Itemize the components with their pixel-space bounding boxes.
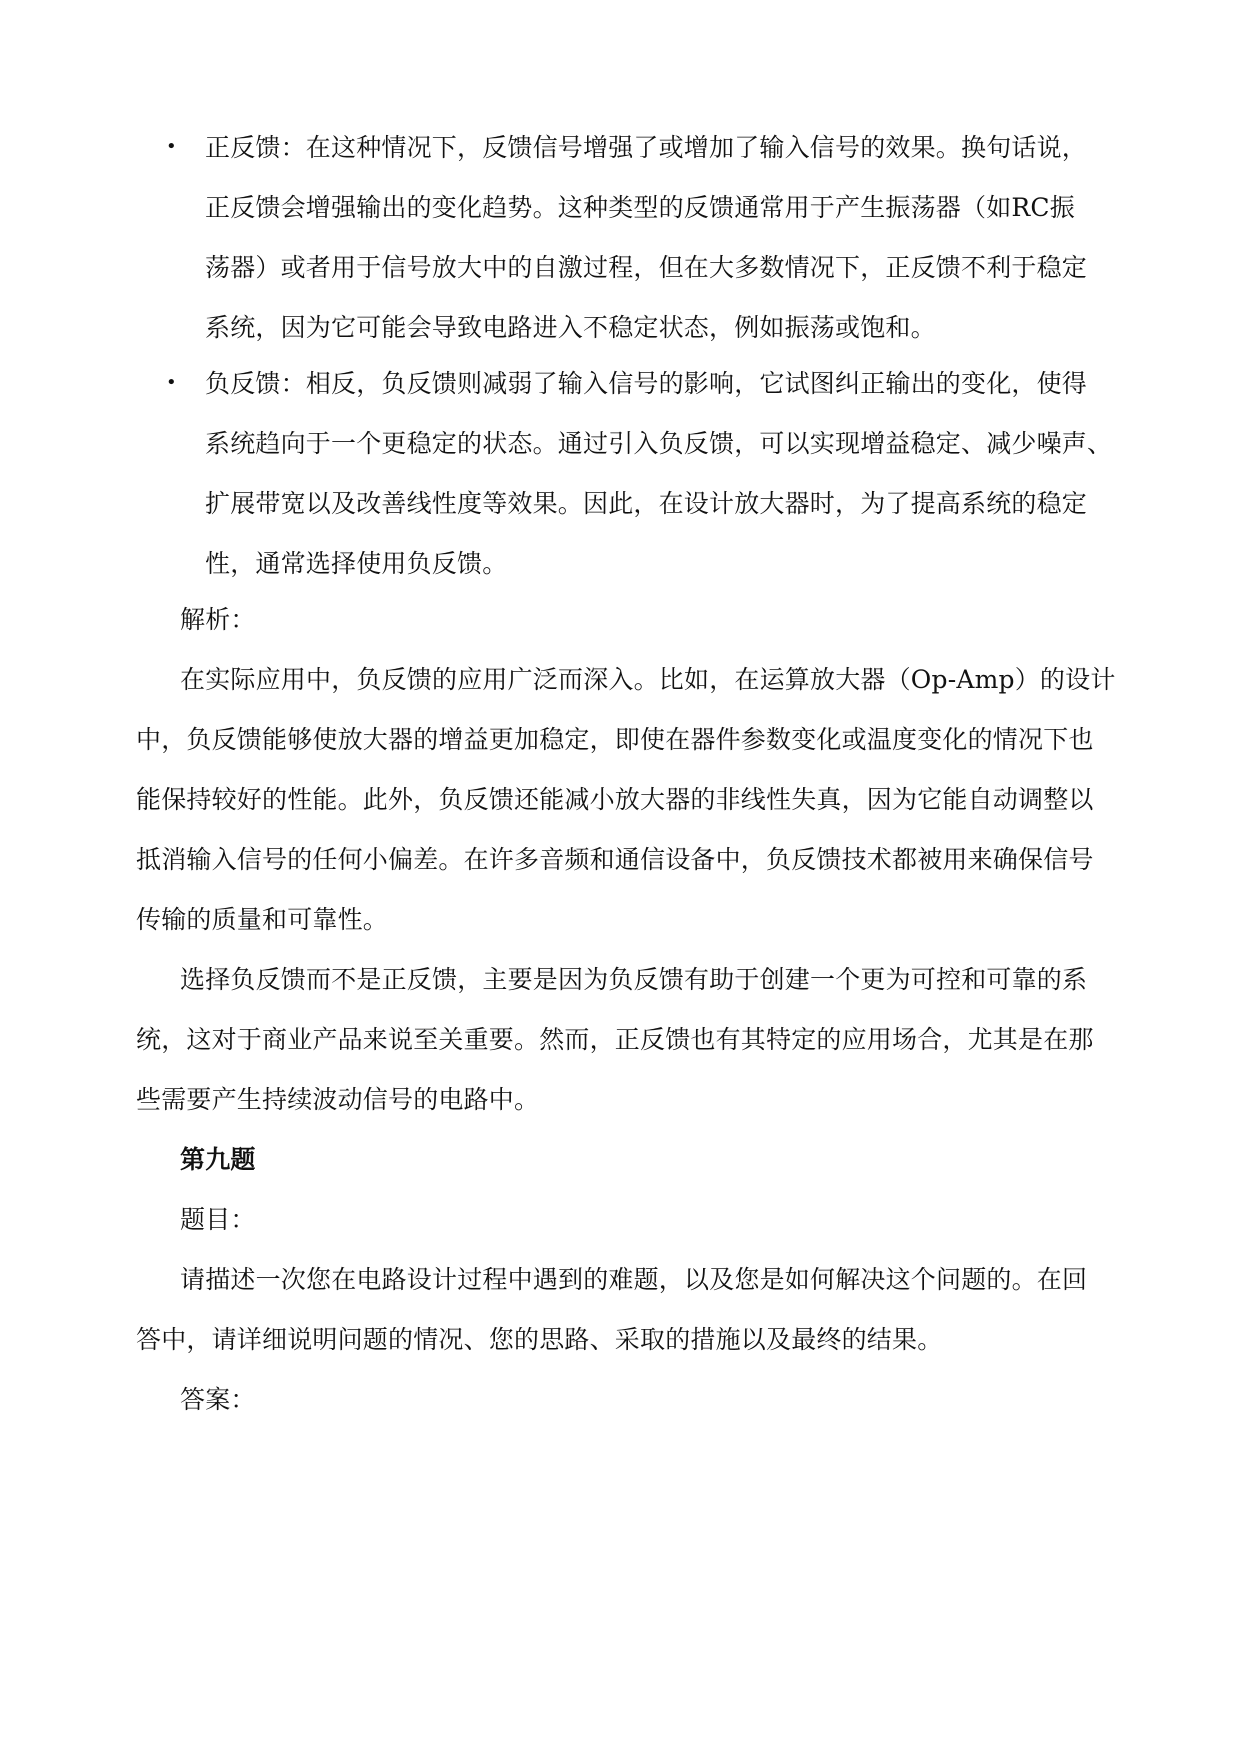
question-text-line-1: 请描述一次您在电路设计过程中遇到的难题，以及您是如何解决这个问题的。在回 <box>180 1265 1088 1294</box>
question-heading: 第九题 <box>180 1145 256 1174</box>
analysis-p2-line-1: 选择负反馈而不是正反馈，主要是因为负反馈有助于创建一个更为可控和可靠的系 <box>180 965 1088 994</box>
bullet-1-line-2: 正反馈会增强输出的变化趋势。这种类型的反馈通常用于产生振荡器（如RC振 <box>205 193 1075 222</box>
analysis-p1-line-3: 能保持较好的性能。此外，负反馈还能减小放大器的非线性失真，因为它能自动调整以 <box>136 785 1094 814</box>
answer-label: 答案： <box>180 1385 256 1414</box>
question-label: 题目： <box>180 1205 256 1234</box>
bullet-1-line-4: 系统，因为它可能会导致电路进入不稳定状态，例如振荡或饱和。 <box>205 313 936 342</box>
bullet-marker: • <box>166 372 177 393</box>
analysis-p1-line-5: 传输的质量和可靠性。 <box>136 905 389 934</box>
analysis-p2-line-2: 统，这对于商业产品来说至关重要。然而，正反馈也有其特定的应用场合，尤其是在那 <box>136 1025 1094 1054</box>
analysis-p2-line-3: 些需要产生持续波动信号的电路中。 <box>136 1085 540 1114</box>
bullet-1-line-3: 荡器）或者用于信号放大中的自激过程，但在大多数情况下，正反馈不利于稳定 <box>205 253 1088 282</box>
bullet-2-line-4: 性，通常选择使用负反馈。 <box>205 549 508 578</box>
analysis-p1-line-2: 中，负反馈能够使放大器的增益更加稳定，即使在器件参数变化或温度变化的情况下也 <box>136 725 1094 754</box>
bullet-1-line-1: 正反馈：在这种情况下，反馈信号增强了或增加了输入信号的效果。换句话说， <box>205 133 1088 162</box>
analysis-p1-line-1: 在实际应用中，负反馈的应用广泛而深入。比如，在运算放大器（Op-Amp）的设计 <box>180 665 1116 694</box>
question-text-line-2: 答中，请详细说明问题的情况、您的思路、采取的措施以及最终的结果。 <box>136 1325 943 1354</box>
bullet-2-line-1: 负反馈：相反，负反馈则减弱了输入信号的影响，它试图纠正输出的变化，使得 <box>205 369 1088 398</box>
analysis-label: 解析： <box>180 605 256 634</box>
bullet-marker: • <box>166 136 177 157</box>
bullet-2-line-3: 扩展带宽以及改善线性度等效果。因此，在设计放大器时，为了提高系统的稳定 <box>205 489 1088 518</box>
bullet-2-line-2: 系统趋向于一个更稳定的状态。通过引入负反馈，可以实现增益稳定、减少噪声、 <box>205 429 1113 458</box>
analysis-p1-line-4: 抵消输入信号的任何小偏差。在许多音频和通信设备中，负反馈技术都被用来确保信号 <box>136 845 1094 874</box>
